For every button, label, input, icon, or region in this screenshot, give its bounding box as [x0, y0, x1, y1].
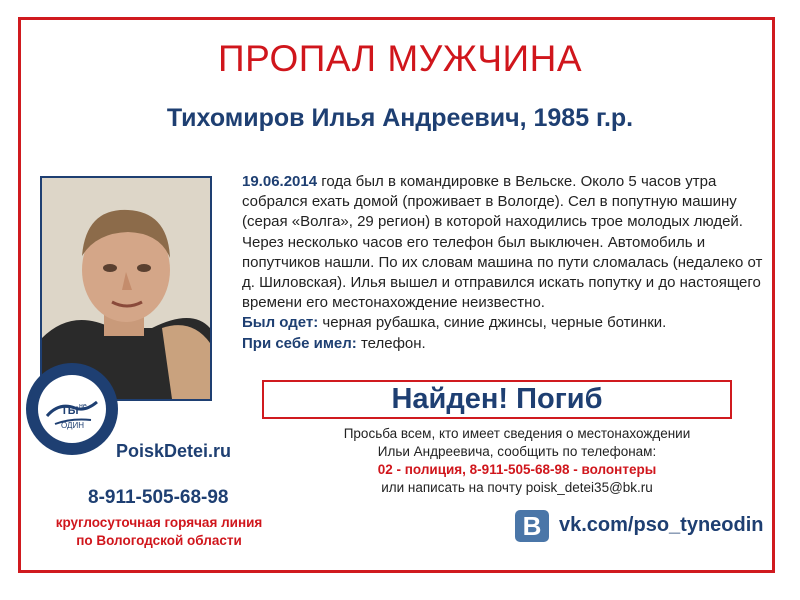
- request-phones: 02 - полиция, 8-911-505-68-98 - волонтеры: [377, 462, 657, 477]
- poster-title: ПРОПАЛ МУЖЧИНА: [217, 38, 583, 79]
- story-text: [242, 172, 772, 354]
- hotline-number: 8-911-505-68-98: [88, 487, 229, 508]
- items-text: телефон.: [356, 334, 426, 352]
- request-line-1: Просьба всем, кто имеет сведения о местонахождении: [343, 426, 691, 441]
- story-body: года был в командировке в Вельске. Около 5 часов утра собрался ехать домой (проживает в Вологде). Сел в попутную машину (серая «Волга», 29 регион) в которой находились трое молодых людей. Через несколько часов его телефон был выключен. Автомобиль и попутчиков нашли. По их словам машина по пути сломалась (недалеко от д. Шиловская). Илья вышел и отправился искать попутку и до настоящего времени его местонахождение неизвестно.: [242, 173, 763, 312]
- person-name: Тихомиров Илья Андреевич, 1985 г.р.: [166, 104, 634, 132]
- request-email: или написать на почту poisk_detei35@bk.ru: [381, 480, 653, 495]
- clothes-text: черная рубашка, синие джинсы, черные ботинки.: [318, 314, 667, 332]
- request-line-2: Ильи Андреевича, сообщить по телефонам:: [377, 444, 657, 459]
- story-date: 19.06.2014: [242, 173, 318, 190]
- vk-link[interactable]: vk.com/pso_tyneodin: [559, 514, 764, 536]
- status-text: Найден! Погиб: [391, 383, 603, 415]
- items-label: При себе имел:: [242, 334, 357, 352]
- hotline-label-line-2: по Вологодской области: [76, 533, 242, 548]
- request-block: [292, 425, 742, 497]
- vk-logo-icon: B: [515, 510, 549, 542]
- volunteer-seal-icon: [25, 362, 119, 456]
- clothes-label: Был одет:: [242, 314, 319, 332]
- site-link[interactable]: PoiskDetei.ru: [116, 441, 232, 461]
- hotline-label: [38, 514, 280, 550]
- seal-text-2: не: [79, 403, 87, 410]
- seal-text-3: ОДИН: [61, 421, 84, 430]
- hotline-label-line-1: круглосуточная горячая линия: [55, 515, 263, 530]
- seal-text-1: ТЫ: [61, 405, 79, 417]
